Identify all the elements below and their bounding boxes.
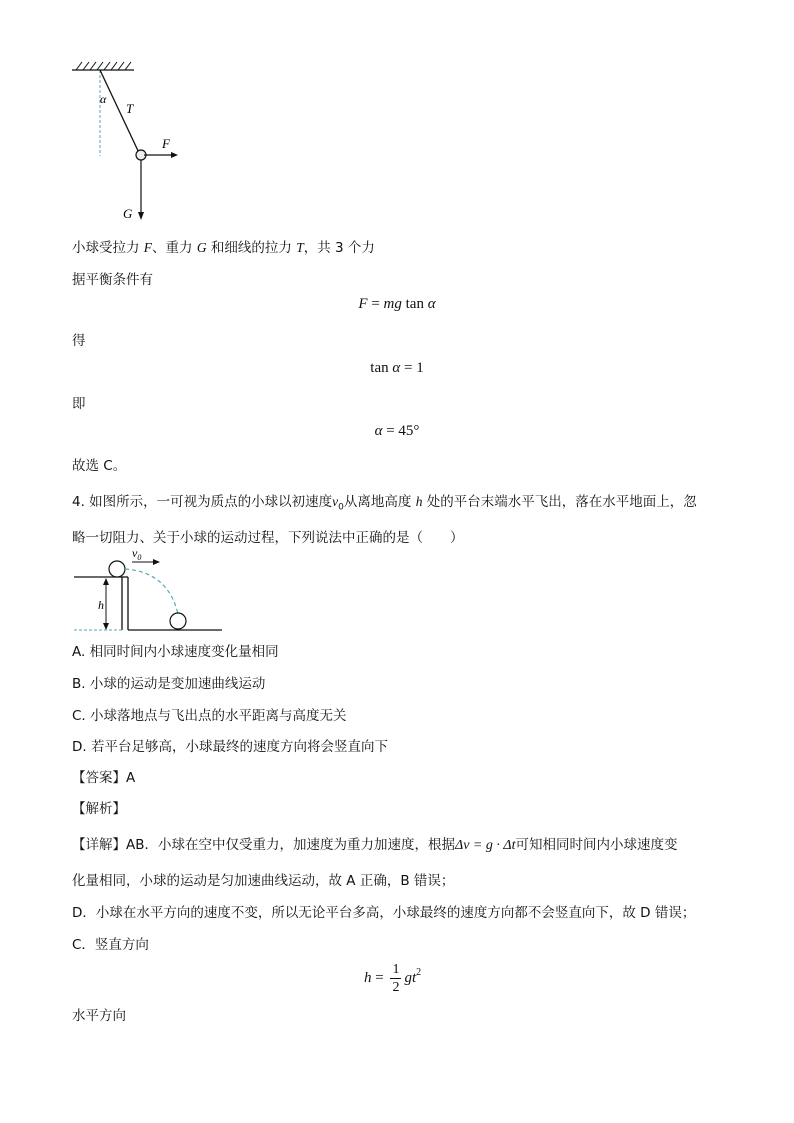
- option-A[interactable]: A. 相同时间内小球速度变化量相同: [72, 644, 279, 660]
- detail-line4: C．竖直方向: [72, 937, 149, 953]
- detail-line3: D．小球在水平方向的速度不变，所以无论平台多高，小球最终的速度方向都不会竖直向下，故 D 错误；: [72, 905, 696, 921]
- alpha-label: α: [100, 92, 107, 106]
- projectile-figure: [70, 548, 230, 636]
- equation-4: h = $\frac{1}{2}$ gt $^2$: [364, 961, 422, 995]
- detail-line1: 【详解】AB．小球在空中仅受重力，加速度为重力加速度，根据Δv = g · Δt可知相同时间内小球速度变: [72, 837, 678, 853]
- equation-3: α = 45°: [374, 423, 420, 439]
- pendulum-figure: [68, 58, 198, 228]
- option-D[interactable]: D. 若平台足够高，小球最终的速度方向将会竖直向下: [72, 739, 388, 755]
- detail-line2: 化量相同，小球的运动是匀加速曲线运动，故 A 正确，B 错误；: [72, 873, 455, 889]
- answer: 【答案】A: [72, 770, 136, 786]
- get-text: 得: [72, 333, 86, 349]
- option-C[interactable]: C. 小球落地点与飞出点的水平距离与高度无关: [72, 708, 347, 724]
- G-label: G: [123, 206, 133, 221]
- force-description: 小球受拉力 F、重力 G 和细线的拉力 T，共 3 个力: [72, 240, 375, 256]
- analysis-heading: 【解析】: [72, 801, 126, 817]
- option-B[interactable]: B. 小球的运动是变加速曲线运动: [72, 676, 266, 692]
- h-label: h: [98, 598, 104, 612]
- horizontal-direction-text: 水平方向: [72, 1008, 126, 1024]
- F-label: F: [162, 136, 170, 151]
- v0-label: $v_0$: [132, 548, 142, 562]
- equation-2: tan α = 1: [370, 360, 424, 376]
- choose-text: 故选 C。: [72, 458, 127, 474]
- equilibrium-text: 据平衡条件有: [72, 272, 153, 288]
- T-label: T: [126, 101, 134, 116]
- equation-1: F = mg tan α: [358, 296, 436, 312]
- question-4-line2: 略一切阻力、关于小球的运动过程，下列说法中正确的是（ ）: [72, 530, 464, 546]
- question-4-line1: 4. 如图所示，一可视为质点的小球以初速度$v_0$从离地高度 h 处的平台末端水平飞出，落在水平地面上，忽: [72, 494, 697, 513]
- thus-text: 即: [72, 396, 86, 412]
